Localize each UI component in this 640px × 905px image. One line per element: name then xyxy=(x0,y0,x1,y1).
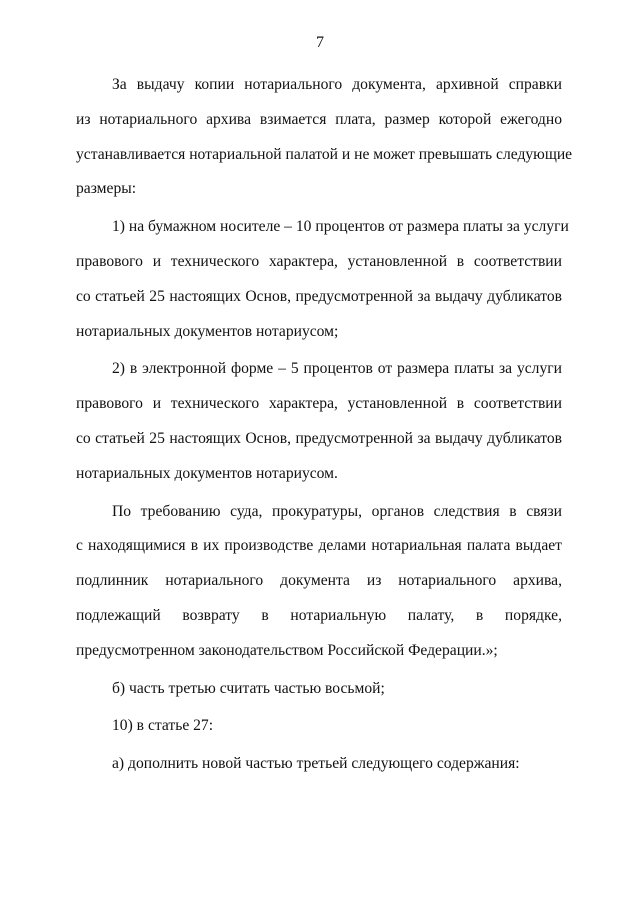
paragraph-part-three xyxy=(76,672,562,707)
text-line: подлинник нотариального документа из нотариального архива, xyxy=(76,572,562,590)
text-line: размеры: xyxy=(76,180,137,198)
text-line: нотариальных документов нотариусом. xyxy=(76,464,338,482)
text-line: подлежащий возврату в нотариальную палату, в порядке, xyxy=(76,606,562,624)
paragraph-court-request xyxy=(76,495,562,669)
text-line: предусмотренном законодательством Российской Федерации.»; xyxy=(76,641,498,659)
text-line: устанавливается нотариальной палатой и не может превышать следующие xyxy=(76,145,573,163)
text-line: За выдачу копии нотариального документа, архивной справки xyxy=(112,76,562,93)
text-line: правового и технического характера, установленной в соответствии xyxy=(76,252,562,270)
text-line: 10) в статье 27: xyxy=(112,717,214,735)
text-line: с находящимися в их производстве делами нотариальная палата выдает xyxy=(76,537,562,555)
text-line: 2) в электронной форме – 5 процентов от размера платы за услуги xyxy=(112,360,562,378)
text-line: 1) на бумажном носителе – 10 процентов от размера платы за услуги xyxy=(112,218,569,236)
paragraph-paper-fee xyxy=(76,210,569,349)
text-line: нотариальных документов нотариусом; xyxy=(76,322,339,340)
text-line: из нотариального архива взимается плата, размер которой ежегодно xyxy=(76,110,562,128)
document-body xyxy=(76,68,573,782)
text-line: со статьей 25 настоящих Основ, предусмотренной за выдачу дубликатов xyxy=(76,287,562,305)
text-line: со статьей 25 настоящих Основ, предусмотренной за выдачу дубликатов xyxy=(76,429,562,447)
paragraph-article-27 xyxy=(76,709,562,744)
page-number: 7 xyxy=(316,34,324,51)
text-line: правового и технического характера, установленной в соответствии xyxy=(76,395,562,413)
paragraph-copy-fee xyxy=(76,68,573,207)
text-line: По требованию суда, прокуратуры, органов следствия в связи xyxy=(112,502,562,520)
paragraph-electronic-fee xyxy=(76,352,562,491)
text-line: б) часть третью считать частью восьмой; xyxy=(112,679,385,697)
paragraph-new-part-three xyxy=(76,747,562,782)
text-line: а) дополнить новой частью третьей следующего содержания: xyxy=(112,755,520,773)
